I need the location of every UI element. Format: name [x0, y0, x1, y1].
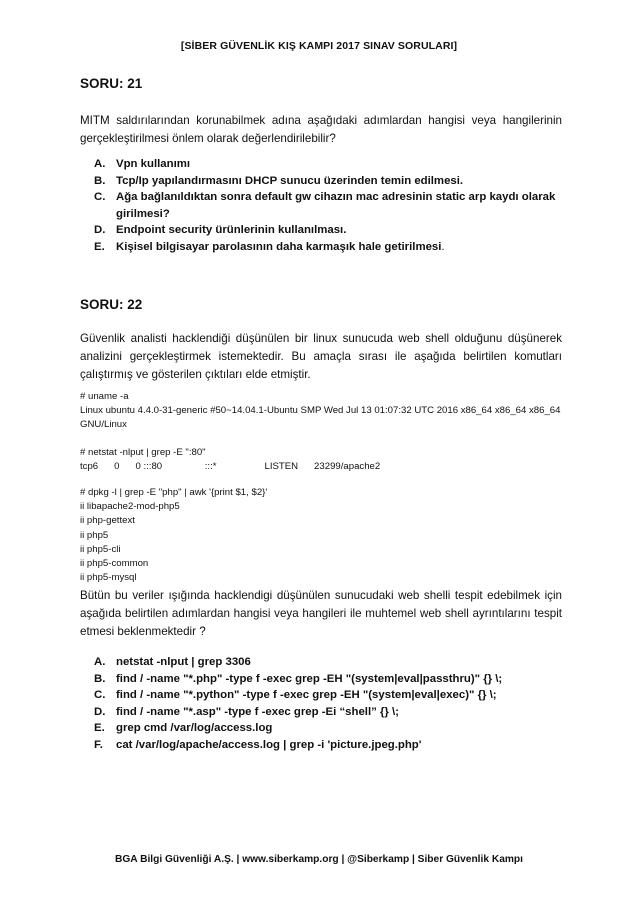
code-line: # dpkg -l | grep -E "php" | awk '{print $1, $2}'	[80, 487, 268, 498]
code-line: Linux ubuntu 4.4.0-31-generic #50~14.04.1-Ubuntu SMP Wed Jul 13 01:07:32 UTC 2016 x86_64 x86_64 x86_64	[80, 405, 561, 417]
command-output-uname	[80, 390, 570, 433]
question-21-options	[94, 156, 564, 255]
option-c: C. Ağa bağlanıldıktan sonra default gw cihazın mac adresinin static arp kaydı olarak girilmesi?	[94, 191, 556, 220]
option-f: F. cat /var/log/apache/access.log | grep -i 'picture.jpeg.php'	[94, 738, 422, 751]
code-line: ii php5-common	[80, 558, 149, 570]
option-c: C. find / -name "*.python" -type f -exec grep -EH "(system|eval|exec)" {} \;	[94, 689, 497, 701]
code-line: GNU/Linux	[80, 419, 127, 431]
option-e: E. Kişisel bilgisayar parolasının daha karmaşık hale getirilmesi.	[94, 240, 445, 253]
option-d: D. find / -name "*.asp" -type f -exec grep -Ei “shell” {} \;	[94, 705, 399, 718]
code-line: tcp6 0 0 :::80 :::* LISTEN 23299/apache2	[80, 461, 381, 473]
option-a: A. Vpn kullanımı	[94, 158, 191, 170]
option-e: E. grep cmd /var/log/access.log	[94, 722, 273, 734]
command-output-netstat	[80, 446, 570, 474]
question-22-options	[94, 654, 564, 753]
question-21-title: SORU: 21	[80, 76, 143, 91]
page-footer: BGA Bilgi Güvenliği A.Ş. | www.siberkamp.org | @Siberkamp | Siber Güvenlik Kampı	[115, 854, 523, 865]
question-22-text: Güvenlik analisti hacklendiği düşünülen bir linux sunucuda web shell olduğunu düşünerek analizini gerçekleştirmek istemektedir. Bu amaçla sırası ile aşağıda belirtilen komutları çalıştırmış ve gösterilen çıktıları elde etmiştir.	[80, 332, 562, 381]
code-line: ii php5-cli	[80, 543, 121, 555]
option-a: A. netstat -nlput | grep 3306	[94, 656, 251, 668]
option-b: B. find / -name "*.php" -type f -exec grep -EH "(system|eval|passthru)" {} \;	[94, 672, 503, 685]
command-output-dpkg	[80, 486, 570, 585]
code-line: ii php5	[80, 529, 109, 541]
option-b: B. Tcp/Ip yapılandırmasını DHCP sunucu üzerinden temin edilmesi.	[94, 174, 464, 187]
question-21-text: MITM saldırılarından korunabilmek adına aşağıdaki adımlardan hangisi veya hangilerinin gerçekleştirilmesi önlem olarak değerlendirilebilir?	[80, 114, 562, 145]
code-line: ii libapache2-mod-php5	[80, 501, 180, 513]
question-22-text-2: Bütün bu veriler ışığında hacklendigi düşünülen sunucudaki web shelli tespit edebilmek için aşağıda belirtilen adımlardan hangisi veya hangileri ile muhtemel web shell ayrıntılarını tespit etmesi beklenmektedir ?	[80, 589, 562, 638]
question-22-title: SORU: 22	[80, 297, 143, 312]
code-line: ii php5-mysql	[80, 572, 137, 584]
code-line: ii php-gettext	[80, 515, 135, 527]
option-d: D. Endpoint security ürünlerinin kullanılması.	[94, 224, 347, 236]
code-line: # netstat -nlput | grep -E ":80"	[80, 447, 206, 458]
page-header: [SİBER GÜVENLİK KIŞ KAMPI 2017 SINAV SORULARI]	[180, 40, 458, 52]
code-line: # uname -a	[80, 391, 129, 402]
